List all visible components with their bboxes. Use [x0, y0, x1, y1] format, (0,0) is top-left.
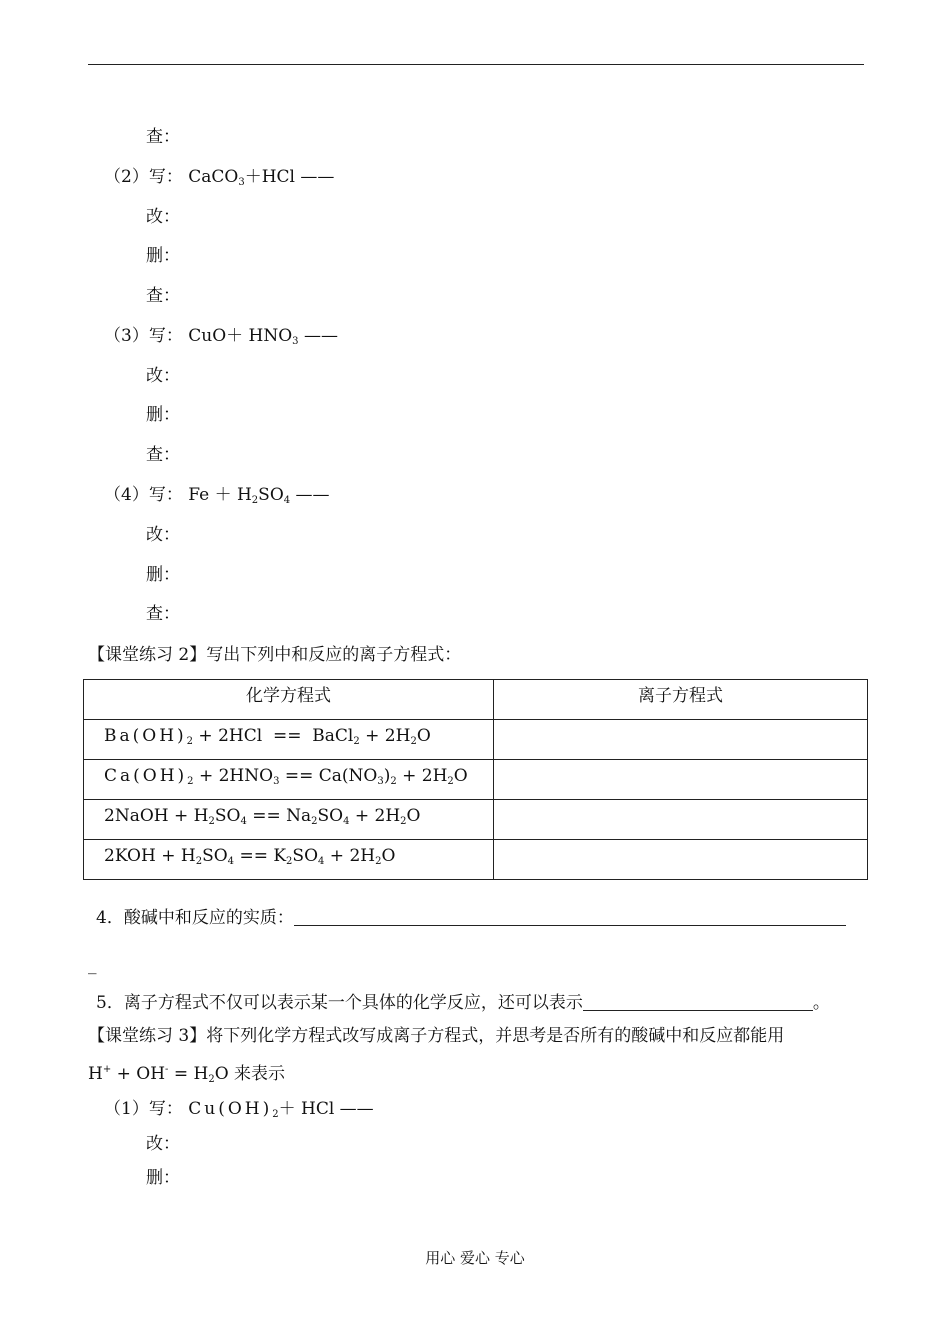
q3-write-label: 写：	[148, 326, 183, 346]
item4-text: 4．酸碱中和反应的实质：	[96, 908, 294, 928]
row2-ionic-answer[interactable]	[494, 760, 868, 800]
q4-number: （4）	[104, 485, 149, 505]
item5-end: 。	[812, 993, 830, 1013]
q4-write-label: 写：	[148, 485, 183, 505]
row1-ionic-answer[interactable]	[494, 720, 868, 760]
table-row	[84, 800, 868, 840]
q2-write-label: 写：	[148, 167, 183, 187]
q2-change-label: 改：	[146, 207, 180, 227]
table-header-row	[84, 680, 868, 720]
table-row	[84, 760, 868, 800]
item4-trailing-mark: _	[88, 955, 97, 975]
q2-write-line	[104, 167, 334, 187]
item4-line	[96, 907, 846, 928]
row3-ionic-answer[interactable]	[494, 800, 868, 840]
p3q1-delete-label: 删：	[146, 1168, 180, 1188]
table-row	[84, 720, 868, 760]
q4-reactants: $Fe + H_2SO_4$ ——	[188, 485, 330, 506]
q3-number: （3）	[104, 326, 149, 346]
practice3-line2: $H^+ + OH^- = H_2O$ 来表示	[88, 1064, 286, 1085]
q4-delete-label: 删：	[146, 565, 180, 585]
q2-check-label: 查：	[146, 286, 180, 306]
q4-write-line	[104, 485, 330, 505]
header-chemical-equation: 化学方程式	[84, 680, 494, 720]
q3-delete-label: 删：	[146, 405, 180, 425]
table-row	[84, 840, 868, 880]
p3q1-write-label: 写：	[148, 1099, 183, 1119]
q2-number: （2）	[104, 167, 149, 187]
row4-ionic-answer[interactable]	[494, 840, 868, 880]
q3-check-label: 查：	[146, 445, 180, 465]
item5-answer-blank[interactable]	[583, 992, 813, 1011]
item5-text: 5．离子方程式不仅可以表示某一个具体的化学反应，还可以表示	[96, 993, 583, 1013]
q3-write-line	[104, 326, 338, 346]
header-ionic-equation: 离子方程式	[494, 680, 868, 720]
header-rule	[88, 64, 864, 65]
q4-check-label: 查：	[146, 604, 180, 624]
page-footer: 用心 爱心 专心	[425, 1249, 525, 1267]
p3q1-number: （1）	[104, 1099, 149, 1119]
q4-change-label: 改：	[146, 525, 180, 545]
row4-chemical: $2KOH + H_2SO_4 == K_2SO_4 + 2H_2O$	[84, 840, 494, 880]
p3q1-write-line	[104, 1099, 374, 1119]
p3q1-change-label: 改：	[146, 1134, 180, 1154]
practice2-title: 【课堂练习 2】写出下列中和反应的离子方程式：	[88, 645, 462, 665]
equation-table	[83, 679, 868, 880]
row1-chemical: $Ba(OH)_2 + 2HCl$ == BaCl$_2$ + $2H_2O$	[84, 720, 494, 760]
item5-line	[96, 992, 830, 1013]
q1-check-label: 查：	[146, 127, 180, 147]
practice3-title: 【课堂练习 3】将下列化学方程式改写成离子方程式，并思考是否所有的酸碱中和反应都能用	[88, 1026, 785, 1046]
q3-reactants: $CuO+ HNO_3$ ——	[188, 326, 338, 347]
row2-chemical: $Ca(OH)_2 + 2HNO_3 == Ca(NO_3)_2 + 2H_2O$	[84, 760, 494, 800]
p3q1-reactants: $Cu(OH)_2+$ HCl ——	[188, 1099, 374, 1120]
q2-delete-label: 删：	[146, 246, 180, 266]
q2-reactants: CaCO$_3$＋HCl ——	[188, 167, 335, 188]
q3-change-label: 改：	[146, 366, 180, 386]
row3-chemical: 2NaOH + $H_2SO_4 == Na_2SO_4 + 2H_2O$	[84, 800, 494, 840]
item4-answer-blank[interactable]	[294, 907, 846, 926]
